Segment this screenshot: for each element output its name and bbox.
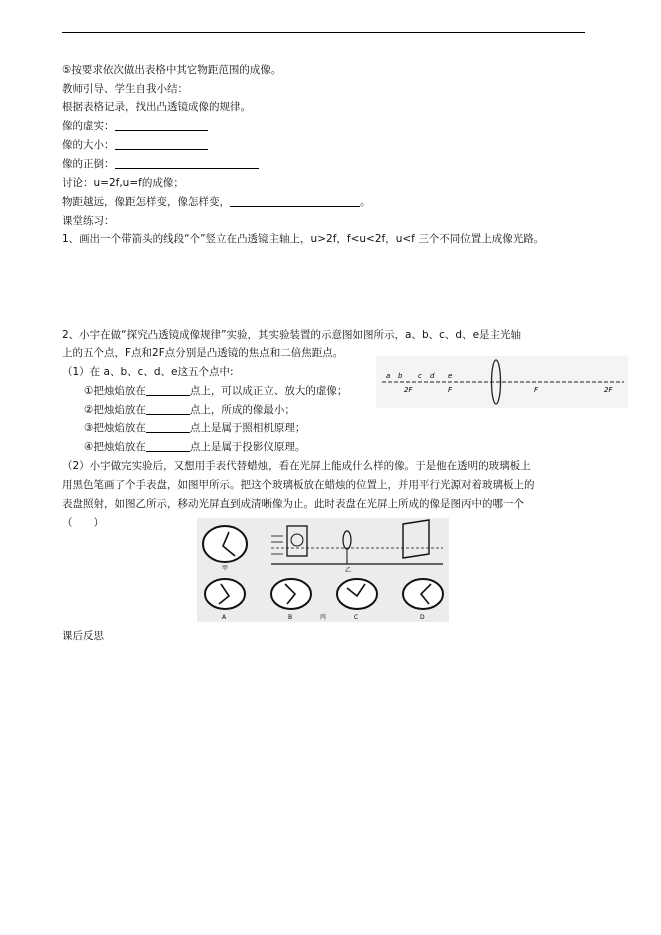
question-2-line2: 上的五个点，F点和2F点分别是凸透镜的焦点和二倍焦距点。: [62, 347, 344, 359]
image-orientation-blank[interactable]: [115, 157, 259, 169]
summary-intro: 根据表格记录，找出凸透镜成像的规律。: [62, 101, 251, 113]
option-c-face: [337, 579, 377, 609]
question-2-part2-line3: 表盘照射，如图乙所示，移动光屏直到成清晰像为止。此时表盘在光屏上所成的像是图丙中的哪一个: [62, 498, 524, 510]
question-2-part2-line2: 用黑色笔画了个手表盘，如图甲所示。把这个玻璃板放在蜡烛的位置上，并用平行光源对着玻璃板上的: [62, 479, 535, 491]
panel-label-jia: 甲: [222, 565, 229, 572]
item-2-blank[interactable]: [146, 403, 190, 415]
image-nature-label: 像的虚实：: [62, 120, 115, 132]
point-d: d: [430, 372, 435, 380]
label-f-left: F: [448, 386, 453, 394]
point-c: c: [418, 372, 422, 380]
option-a-face: [205, 579, 245, 609]
question-2-line1: 2、小宇在做“探究凸透镜成像规律”实验，其实验装置的示意图如图所示，a、b、c、d、e是主光轴: [62, 329, 522, 341]
lens-axis-figure: [376, 356, 628, 408]
image-orientation-label: 像的正倒：: [62, 158, 115, 170]
image-size-line: [62, 137, 208, 153]
question-2-item-1: ①把烛焰放在 点上，可以成正立、放大的虚像；: [84, 385, 348, 397]
far-near-line: [62, 194, 371, 210]
item-3-blank[interactable]: [146, 421, 190, 433]
far-near-blank[interactable]: [230, 195, 360, 207]
question-2-item-3: ③把烛焰放在 点上是属于照相机原理；: [84, 422, 306, 434]
image-nature-line: [62, 118, 208, 134]
step5-text: ⑤按要求依次做出表格中其它物距范围的成像。: [62, 64, 282, 76]
far-near-text: 物距越远，像距怎样变，像怎样变，: [62, 196, 230, 208]
label-2f-right: 2F: [604, 386, 613, 394]
answer-parentheses[interactable]: （ ）: [62, 517, 104, 529]
guide-text: 教师引导、学生自我小结：: [62, 83, 188, 95]
image-orientation-line: [62, 156, 259, 172]
question-2-item-2: ②把烛焰放在 点上，所成的像最小；: [84, 404, 295, 416]
panel-label-bing: 丙: [320, 614, 327, 621]
question-1: 1、画出一个带箭头的线段“个”竖立在凸透镜主轴上，u>2f，f<u<2f，u<f 三个不同位置上成像光路。: [62, 233, 545, 245]
image-size-label: 像的大小：: [62, 139, 115, 151]
point-b: b: [398, 372, 403, 380]
option-b-label: B: [288, 614, 293, 621]
panel-label-yi: 乙: [345, 567, 352, 574]
question-2-part1-intro: （1）在 a、b、c、d、e这五个点中:: [62, 366, 234, 378]
question-2-item-4: ④把烛焰放在 点上是属于投影仪原理。: [84, 441, 306, 453]
option-c-label: C: [354, 614, 359, 621]
image-nature-blank[interactable]: [115, 119, 208, 131]
image-size-blank[interactable]: [115, 138, 208, 150]
option-d-face: [403, 579, 443, 609]
reflection-heading: 课后反思: [62, 630, 104, 642]
far-near-end: 。: [360, 196, 371, 208]
option-d-label: D: [420, 614, 425, 621]
point-e: e: [448, 372, 453, 380]
watch-face-jia: [203, 526, 247, 562]
question-2-part2-line1: （2）小宇做完实验后，又想用手表代替蜡烛，看在光屏上能成什么样的像。于是他在透明的玻璃板上: [62, 460, 531, 472]
practice-title: 课堂练习：: [62, 215, 115, 227]
item-4-blank[interactable]: [146, 440, 190, 452]
label-2f-left: 2F: [404, 386, 413, 394]
option-b-face: [271, 579, 311, 609]
discussion-text: 讨论：u=2f,u=f的成像；: [62, 177, 184, 189]
label-f-right: F: [534, 386, 539, 394]
header-rule: [62, 32, 585, 33]
option-a-label: A: [222, 614, 227, 621]
item-1-blank[interactable]: [146, 384, 190, 396]
clock-projection-figure: [197, 518, 449, 622]
point-a: a: [386, 372, 391, 380]
